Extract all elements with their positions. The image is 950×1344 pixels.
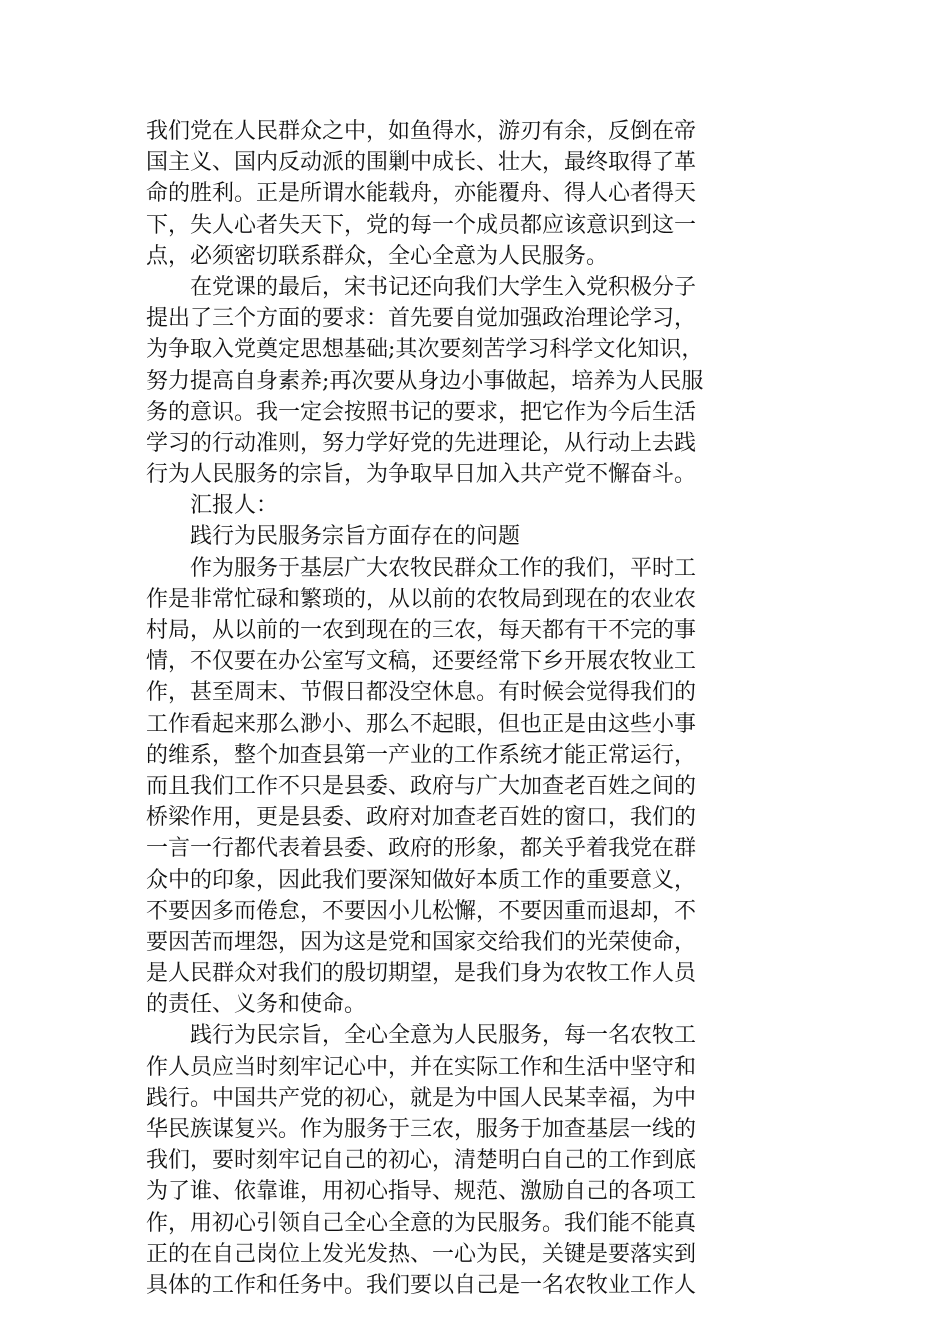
text-line: 践行。中国共产党的初心，就是为中国人民某幸福，为中 (146, 1085, 697, 1111)
text-line: 作，用初心引领自己全心全意的为民服务。我们能不能真 (146, 1210, 697, 1236)
text-line: 正的在自己岗位上发光发热、一心为民，关键是要落实到 (146, 1241, 697, 1267)
text-line: 行为人民服务的宗旨，为争取早日加入共产党不懈奋斗。 (146, 462, 697, 488)
text-line: 汇报人： (190, 493, 279, 519)
text-line: 众中的印象，因此我们要深知做好本质工作的重要意义， (146, 867, 697, 893)
text-line: 作人员应当时刻牢记心中，并在实际工作和生活中坚守和 (146, 1054, 697, 1080)
text-line: 国主义、国内反动派的围剿中成长、壮大，最终取得了革 (146, 150, 697, 176)
text-line: 下，失人心者失天下，党的每一个成员都应该意识到这一 (146, 212, 697, 238)
text-line: 情，不仅要在办公室写文稿，还要经常下乡开展农牧业工 (146, 649, 697, 675)
text-line: 我们，要时刻牢记自己的初心，清楚明白自己的工作到底 (146, 1148, 697, 1174)
text-line: 为了谁、依靠谁，用初心指导、规范、激励自己的各项工 (146, 1179, 697, 1205)
text-line: 践行为民宗旨，全心全意为人民服务，每一名农牧工 (190, 1023, 697, 1049)
text-line: 我们党在人民群众之中，如鱼得水，游刃有余，反倒在帝 (146, 119, 697, 144)
text-line: 在党课的最后，宋书记还向我们大学生入党积极分子 (190, 274, 697, 300)
text-line: 具体的工作和任务中。我们要以自己是一名农牧业工作人 (146, 1272, 697, 1298)
text-line: 努力提高自身素养;再次要从身边小事做起，培养为人民服 (146, 368, 704, 394)
text-line: 务的意识。我一定会按照书记的要求，把它作为今后生活 (146, 399, 697, 425)
text-line: 不要因多而倦怠，不要因小儿松懈，不要因重而退却，不 (146, 898, 697, 924)
text-line: 华民族谋复兴。作为服务于三农，服务于加查基层一线的 (146, 1117, 697, 1142)
text-line: 一言一行都代表着县委、政府的形象，都关乎着我党在群 (146, 836, 697, 862)
text-line: 的维系，整个加查县第一产业的工作系统才能正常运行， (146, 742, 697, 768)
text-line: 提出了三个方面的要求：首先要自觉加强政治理论学习， (146, 306, 697, 332)
text-line: 是人民群众对我们的殷切期望，是我们身为农牧工作人员 (146, 961, 697, 987)
text-line: 命的胜利。正是所谓水能载舟，亦能覆舟、得人心者得天 (146, 181, 697, 207)
text-line: 作是非常忙碌和繁琐的，从以前的农牧局到现在的农业农 (146, 586, 697, 612)
text-line: 学习的行动准则，努力学好党的先进理论，从行动上去践 (146, 430, 697, 456)
text-line: 作为服务于基层广大农牧民群众工作的我们，平时工 (190, 555, 697, 581)
text-line: 的责任、义务和使命。 (146, 992, 367, 1018)
text-line: 工作看起来那么渺小、那么不起眼，但也正是由这些小事 (146, 711, 697, 737)
text-line: 践行为民服务宗旨方面存在的问题 (190, 524, 521, 550)
text-line: 为争取入党奠定思想基础;其次要刻苦学习科学文化知识， (146, 337, 704, 363)
text-line: 村局，从以前的一农到现在的三农，每天都有干不完的事 (146, 618, 697, 643)
text-line: 作，甚至周末、节假日都没空休息。有时候会觉得我们的 (146, 680, 697, 706)
text-line: 而且我们工作不只是县委、政府与广大加查老百姓之间的 (146, 773, 697, 799)
document-page (146, 116, 811, 1301)
text-line: 桥梁作用，更是县委、政府对加查老百姓的窗口，我们的 (146, 805, 697, 831)
text-line: 点，必须密切联系群众，全心全意为人民服务。 (146, 243, 609, 269)
text-line: 要因苦而埋怨，因为这是党和国家交给我们的光荣使命， (146, 929, 697, 955)
